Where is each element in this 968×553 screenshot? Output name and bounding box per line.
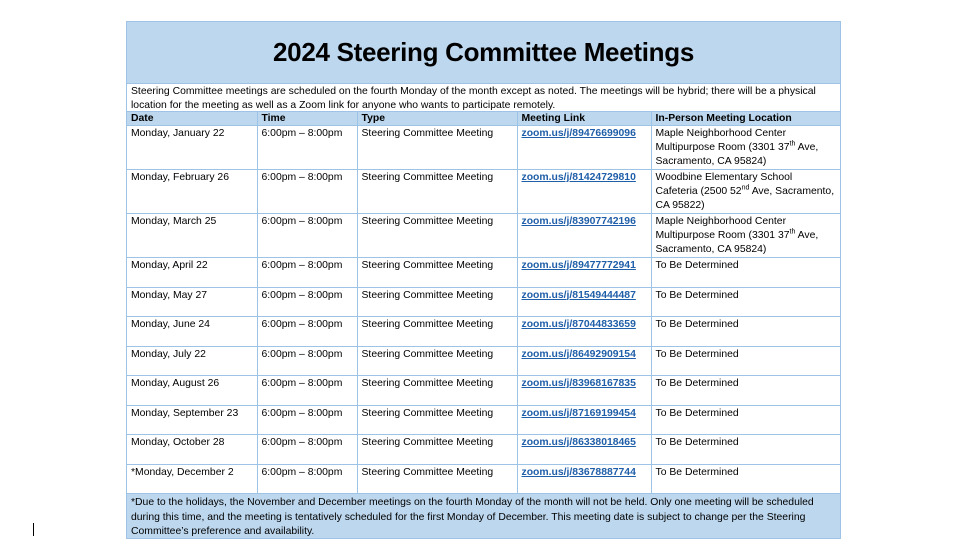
meeting-link[interactable]: zoom.us/j/83678887744 bbox=[521, 466, 636, 478]
cell-location: To Be Determined bbox=[651, 258, 840, 288]
cell-location: To Be Determined bbox=[651, 287, 840, 317]
table-row bbox=[127, 170, 840, 214]
location-line: Maple Neighborhood Center bbox=[655, 216, 787, 227]
cell-date: Monday, July 22 bbox=[127, 346, 257, 376]
location-line: Maple Neighborhood Center bbox=[655, 128, 787, 139]
table-row bbox=[127, 317, 840, 347]
cell-link bbox=[517, 170, 651, 214]
cell-location: To Be Determined bbox=[651, 435, 840, 465]
header-time: Time bbox=[257, 112, 357, 126]
cell-date: Monday, March 25 bbox=[127, 214, 257, 258]
cell-time: 6:00pm – 8:00pm bbox=[257, 258, 357, 288]
cell-location: To Be Determined bbox=[651, 317, 840, 347]
cell-type: Steering Committee Meeting bbox=[357, 464, 517, 494]
cell-date: Monday, February 26 bbox=[127, 170, 257, 214]
header-type: Type bbox=[357, 112, 517, 126]
table-row bbox=[127, 346, 840, 376]
location-line: Sacramento, CA 95824) bbox=[655, 244, 767, 255]
cell-time: 6:00pm – 8:00pm bbox=[257, 346, 357, 376]
table-row bbox=[127, 435, 840, 465]
cell-date: Monday, January 22 bbox=[127, 126, 257, 170]
location-line: Cafeteria (2500 52 bbox=[655, 186, 742, 197]
page-title: 2024 Steering Committee Meetings bbox=[127, 22, 840, 84]
cell-date: Monday, October 28 bbox=[127, 435, 257, 465]
cell-link bbox=[517, 258, 651, 288]
location-line: Multipurpose Room (3301 37 bbox=[655, 230, 790, 241]
cell-date: Monday, August 26 bbox=[127, 376, 257, 406]
cell-date: Monday, April 22 bbox=[127, 258, 257, 288]
meeting-link[interactable]: zoom.us/j/81424729810 bbox=[521, 172, 636, 183]
cell-type: Steering Committee Meeting bbox=[357, 287, 517, 317]
intro-text: Steering Committee meetings are scheduled on the fourth Monday of the month except as noted. The meetings will be hybrid; there will be a physical location for the meeting as well as a Zoom link for anyone who wants to participate remotely. bbox=[127, 84, 840, 112]
meeting-link[interactable]: zoom.us/j/86338018465 bbox=[521, 437, 636, 448]
location-line: Sacramento, CA 95824) bbox=[655, 156, 767, 167]
cell-location: To Be Determined bbox=[651, 346, 840, 376]
table-row bbox=[127, 405, 840, 435]
cell-type: Steering Committee Meeting bbox=[357, 258, 517, 288]
cell-time: 6:00pm – 8:00pm bbox=[257, 214, 357, 258]
cell-link bbox=[517, 346, 651, 376]
location-line: Ave, Sacramento, bbox=[749, 186, 835, 197]
cell-date: Monday, May 27 bbox=[127, 287, 257, 317]
meeting-link[interactable]: zoom.us/j/89477772941 bbox=[521, 260, 636, 271]
meeting-link[interactable]: zoom.us/j/89476699096 bbox=[521, 128, 636, 139]
cell-type: Steering Committee Meeting bbox=[357, 405, 517, 435]
cell-type: Steering Committee Meeting bbox=[357, 126, 517, 170]
table-row bbox=[127, 214, 840, 258]
table-row bbox=[127, 287, 840, 317]
table-header-row bbox=[127, 112, 840, 126]
meeting-link[interactable]: zoom.us/j/83968167835 bbox=[521, 378, 636, 389]
location-line: Multipurpose Room (3301 37 bbox=[655, 142, 790, 153]
meeting-link[interactable]: zoom.us/j/81549444487 bbox=[521, 289, 636, 301]
header-meeting-link: Meeting Link bbox=[517, 112, 651, 126]
cell-time: 6:00pm – 8:00pm bbox=[257, 405, 357, 435]
cell-link bbox=[517, 287, 651, 317]
cell-time: 6:00pm – 8:00pm bbox=[257, 317, 357, 347]
document-page bbox=[126, 21, 841, 539]
cell-time: 6:00pm – 8:00pm bbox=[257, 435, 357, 465]
cell-time: 6:00pm – 8:00pm bbox=[257, 170, 357, 214]
cell-location bbox=[651, 170, 840, 214]
meeting-link[interactable]: zoom.us/j/86492909154 bbox=[521, 348, 636, 360]
cell-date: Monday, September 23 bbox=[127, 405, 257, 435]
cell-type: Steering Committee Meeting bbox=[357, 214, 517, 258]
cell-location: To Be Determined bbox=[651, 376, 840, 406]
cell-link bbox=[517, 464, 651, 494]
cell-type: Steering Committee Meeting bbox=[357, 435, 517, 465]
cell-time: 6:00pm – 8:00pm bbox=[257, 376, 357, 406]
location-line: Ave, bbox=[795, 230, 819, 241]
location-line: Ave, bbox=[795, 142, 819, 153]
cell-link bbox=[517, 317, 651, 347]
ordinal-suffix: th bbox=[789, 228, 796, 236]
cell-date: Monday, June 24 bbox=[127, 317, 257, 347]
cell-type: Steering Committee Meeting bbox=[357, 346, 517, 376]
cell-link bbox=[517, 126, 651, 170]
meeting-link[interactable]: zoom.us/j/87169199454 bbox=[521, 407, 636, 419]
cell-type: Steering Committee Meeting bbox=[357, 170, 517, 214]
meeting-link[interactable]: zoom.us/j/83907742196 bbox=[521, 216, 636, 227]
location-line: Woodbine Elementary School bbox=[655, 172, 793, 183]
table-row bbox=[127, 376, 840, 406]
cell-link bbox=[517, 376, 651, 406]
cell-link bbox=[517, 405, 651, 435]
cell-location: To Be Determined bbox=[651, 405, 840, 435]
meeting-link[interactable]: zoom.us/j/87044833659 bbox=[521, 319, 636, 330]
ordinal-suffix: th bbox=[789, 140, 796, 148]
footnote: *Due to the holidays, the November and December meetings on the fourth Monday of the month will not be held. Only one meeting will be scheduled during this time, and the meeting is tentatively scheduled for the first Monday of December. This meeting date is subject to change per the Steering Committee’s preference and availability. bbox=[127, 494, 840, 538]
ordinal-suffix: nd bbox=[741, 184, 750, 192]
cell-date: *Monday, December 2 bbox=[127, 464, 257, 494]
table-row bbox=[127, 464, 840, 494]
cell-time: 6:00pm – 8:00pm bbox=[257, 126, 357, 170]
location-line: CA 95822) bbox=[655, 200, 705, 211]
header-location: In-Person Meeting Location bbox=[651, 112, 840, 126]
text-cursor bbox=[33, 523, 34, 536]
meetings-table bbox=[127, 112, 840, 494]
cell-type: Steering Committee Meeting bbox=[357, 376, 517, 406]
cell-location bbox=[651, 126, 840, 170]
table-row bbox=[127, 126, 840, 170]
cell-location: To Be Determined bbox=[651, 464, 840, 494]
cell-location bbox=[651, 214, 840, 258]
cell-type: Steering Committee Meeting bbox=[357, 317, 517, 347]
header-date: Date bbox=[127, 112, 257, 126]
table-row bbox=[127, 258, 840, 288]
cell-link bbox=[517, 214, 651, 258]
cell-link bbox=[517, 435, 651, 465]
cell-time: 6:00pm – 8:00pm bbox=[257, 464, 357, 494]
cell-time: 6:00pm – 8:00pm bbox=[257, 287, 357, 317]
